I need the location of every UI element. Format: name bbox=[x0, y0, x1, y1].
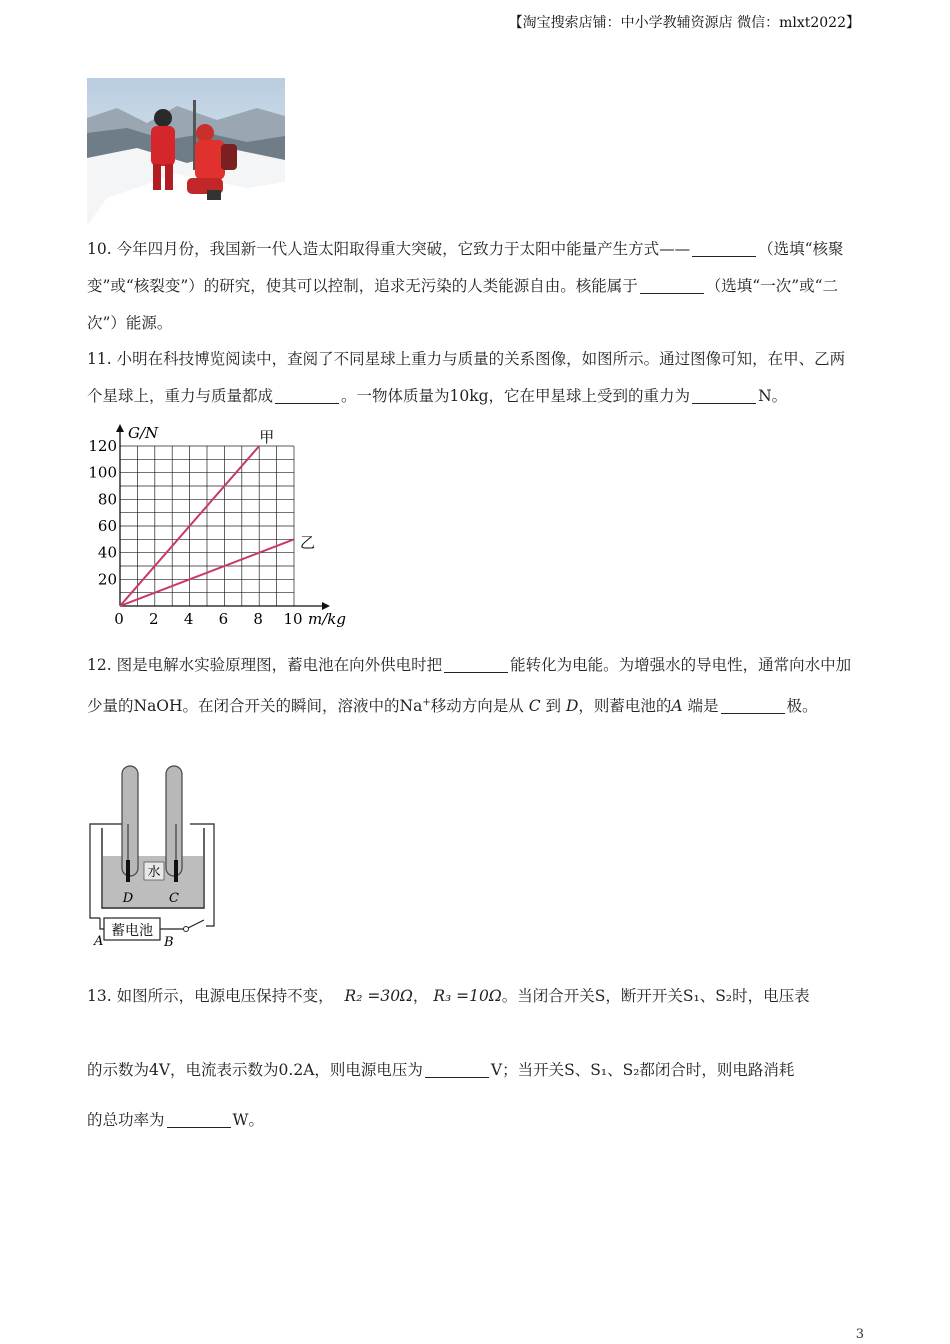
q12-text-4: ，则蓄电池的 bbox=[578, 697, 672, 716]
q13-s2b: S₂ bbox=[622, 1061, 640, 1079]
electrode-d bbox=[126, 860, 130, 882]
q13-sepb: 、 bbox=[607, 1061, 623, 1079]
series-label-jia: 甲 bbox=[259, 428, 275, 446]
test-tube-left bbox=[122, 766, 138, 876]
q13-text-5: V；当开关S、 bbox=[490, 1061, 591, 1079]
switch-pivot bbox=[184, 927, 189, 932]
q10-text-3: （选填“一次”或“二次”）能源。 bbox=[87, 277, 839, 332]
x-axis-label: m/kg bbox=[308, 610, 346, 628]
q13-text-6: 都闭合时，则电路消耗 bbox=[639, 1061, 795, 1079]
chart-svg bbox=[86, 420, 356, 634]
q13-text-7: 的总功率为 bbox=[87, 1111, 165, 1129]
question-11 bbox=[87, 341, 860, 415]
q13-blank-1 bbox=[425, 1059, 489, 1078]
question-13-line-3 bbox=[87, 1102, 860, 1139]
q10-text-2: （选填“核聚变”或“核裂变”）的研究，使其可以控制，追求无污染的人类能源自由。核能属于 bbox=[87, 240, 844, 295]
q13-sep: 、 bbox=[699, 987, 716, 1005]
page-header: 【淘宝搜索店铺：中小学教辅资源店 微信：mlxt2022】 bbox=[508, 15, 860, 31]
question-13 bbox=[87, 975, 860, 1017]
test-tube-right bbox=[166, 766, 182, 876]
x-tick-label: 4 bbox=[183, 610, 194, 628]
x-axis-arrow bbox=[322, 602, 330, 610]
q12-na-charge: + bbox=[422, 697, 431, 708]
page-number: 3 bbox=[855, 1327, 864, 1342]
q13-blank-2 bbox=[167, 1109, 231, 1128]
y-tick-label: 120 bbox=[88, 437, 117, 455]
q13-text-8: W。 bbox=[232, 1111, 264, 1129]
x-tick-label: 10 bbox=[283, 610, 303, 628]
q10-blank-2 bbox=[640, 275, 704, 294]
q12-text-1: 12. 图是电解水实验原理图，蓄电池在向外供电时把 bbox=[87, 656, 443, 674]
electrode-c bbox=[174, 860, 178, 882]
q11-text-1: 11. 小明在科技博览阅读中，查阅了不同星球上重力与质量的关系图像，如图所示。通过图像可知，在甲、乙两个星球上，重力与质量都成 bbox=[87, 350, 846, 405]
q12-to: 到 bbox=[540, 697, 561, 716]
label-c: C bbox=[169, 891, 179, 906]
y-tick-label: 100 bbox=[88, 463, 117, 482]
series-label-yi: 乙 bbox=[300, 533, 316, 552]
q13-text-3: 时，电压表 bbox=[732, 987, 810, 1005]
q10-blank-1 bbox=[692, 238, 756, 257]
x-tick-label: 8 bbox=[253, 610, 263, 628]
q13-s1b: S₁ bbox=[590, 1061, 608, 1079]
q13-s2: S₂ bbox=[715, 987, 733, 1005]
q13-text-1: 13. 如图所示，电源电压保持不变， bbox=[87, 987, 334, 1005]
electrolysis-diagram bbox=[86, 762, 226, 954]
y-tick-label: 40 bbox=[97, 543, 117, 562]
q11-blank-1 bbox=[275, 385, 339, 404]
label-d: D bbox=[122, 891, 134, 906]
q12-blank-1 bbox=[444, 654, 508, 673]
y-axis-arrow bbox=[116, 424, 124, 432]
label-a: A bbox=[94, 934, 104, 949]
q13-r3: R₃ =10Ω bbox=[433, 987, 502, 1005]
label-b: B bbox=[164, 935, 174, 950]
q13-s1: S₁ bbox=[682, 987, 700, 1005]
q13-comma: ， bbox=[412, 987, 429, 1005]
q12-text-2: 能转化为电能。为增强水的导电性，通常向水中加少量的NaOH。在闭合开关的瞬间，溶液中的Na bbox=[87, 656, 852, 716]
x-tick-label: 2 bbox=[149, 610, 159, 628]
q11-blank-2 bbox=[692, 385, 756, 404]
q12-text-3: 移动方向是从 bbox=[430, 697, 524, 716]
x-tick-label: 6 bbox=[218, 610, 229, 628]
q12-point-c: C bbox=[528, 697, 541, 716]
mountaineers-photo bbox=[87, 78, 285, 226]
y-axis-label: G/N bbox=[128, 424, 159, 442]
question-12 bbox=[87, 647, 860, 725]
q12-terminal-a: A bbox=[671, 697, 683, 716]
q12-point-d: D bbox=[565, 697, 579, 716]
q12-text-5: 端是 bbox=[682, 697, 719, 716]
question-13-line-2 bbox=[87, 1052, 860, 1089]
battery-label: 蓄电池 bbox=[111, 923, 153, 939]
y-tick-label: 60 bbox=[97, 517, 117, 535]
water-label: 水 bbox=[147, 865, 161, 880]
q13-text-2: 。当闭合开关S，断开开关 bbox=[501, 987, 683, 1005]
y-tick-label: 20 bbox=[97, 570, 117, 589]
x-tick-label: 0 bbox=[114, 610, 124, 628]
switch-blade bbox=[188, 920, 204, 928]
q13-r2: R₂ =30Ω bbox=[344, 987, 413, 1005]
question-10 bbox=[87, 231, 860, 342]
q11-text-2: 。一物体质量为10kg，它在甲星球上受到的重力为 bbox=[341, 387, 691, 405]
y-tick-label: 80 bbox=[97, 490, 117, 509]
q13-text-4: 的示数为4V，电流表示数为0.2A，则电源电压为 bbox=[87, 1061, 423, 1079]
q11-text-3: N。 bbox=[758, 387, 788, 405]
q12-text-6: 极。 bbox=[786, 697, 818, 716]
q10-text-1: 10. 今年四月份，我国新一代人造太阳取得重大突破，它致力于太阳中能量产生方式—— bbox=[87, 240, 691, 258]
q12-blank-2 bbox=[721, 695, 785, 714]
gravity-mass-chart bbox=[86, 420, 356, 638]
